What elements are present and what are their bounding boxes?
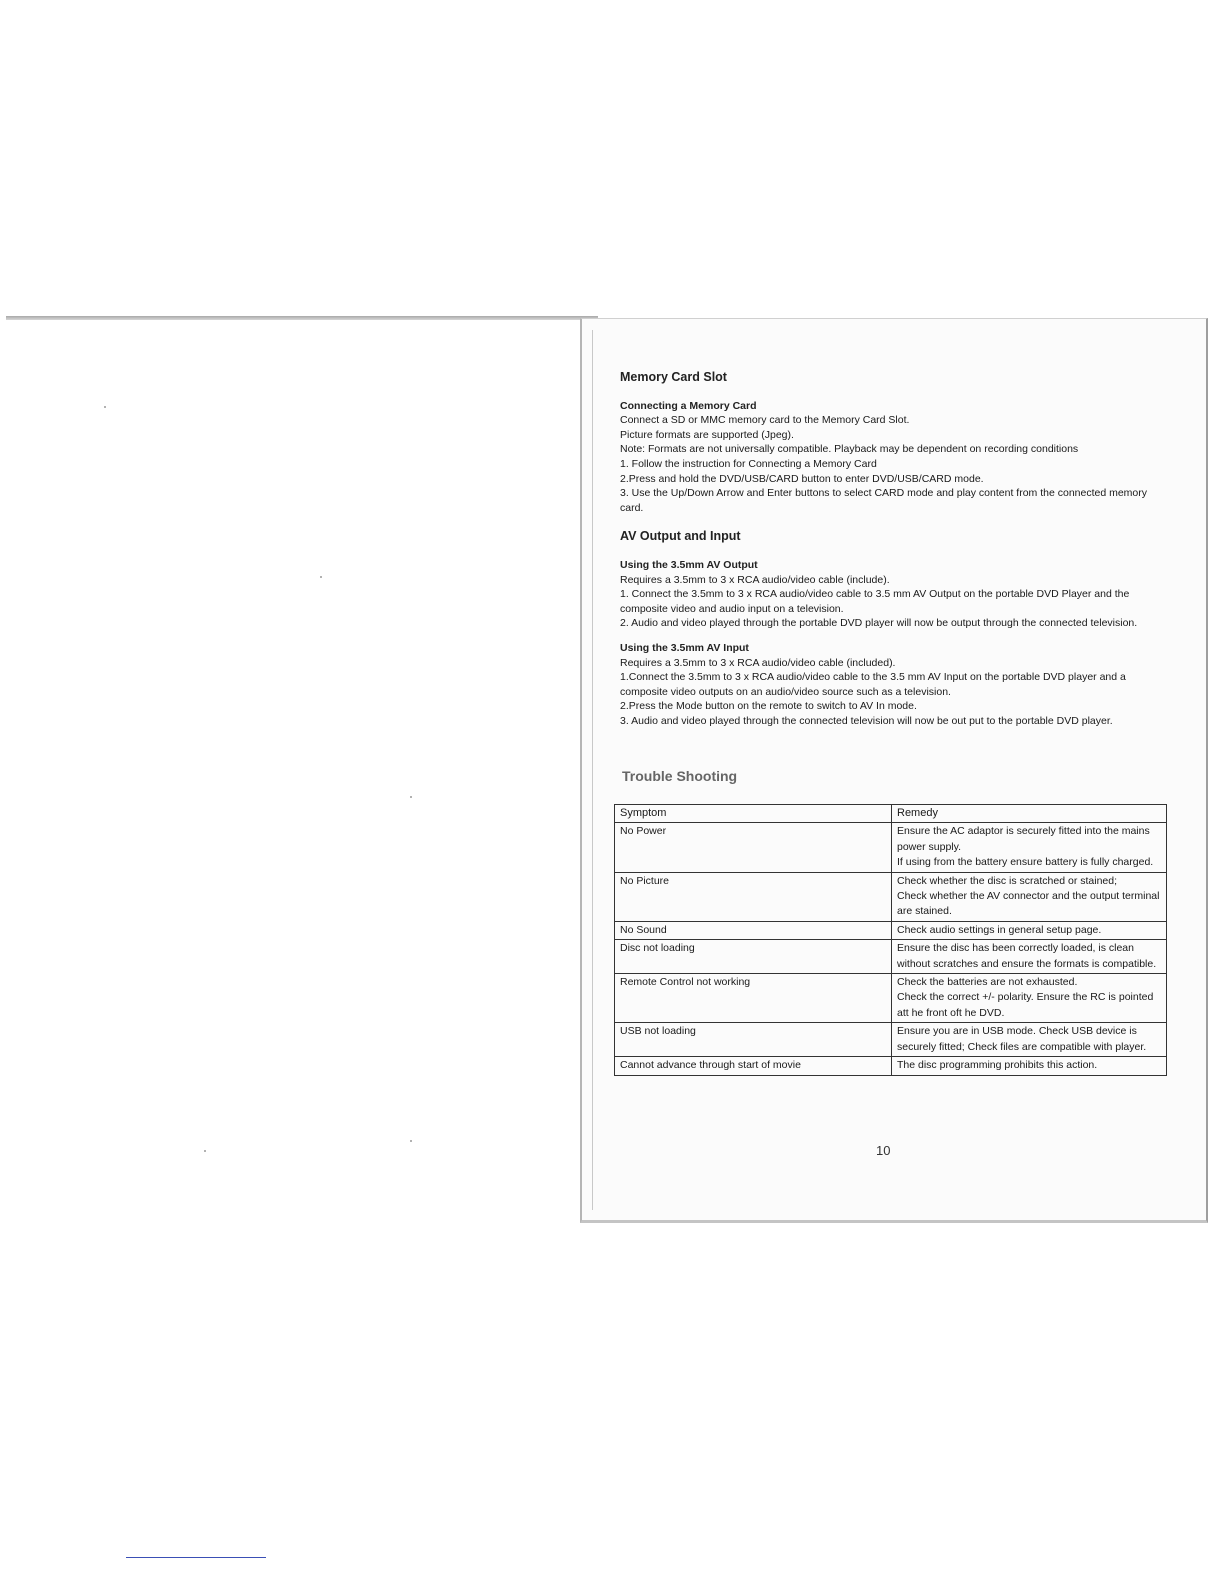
memory-card-section bbox=[620, 399, 1168, 516]
remedy-cell bbox=[892, 940, 1167, 974]
table-row bbox=[615, 940, 1167, 974]
scan-speck bbox=[104, 406, 106, 408]
memory-card-subheading: Connecting a Memory Card bbox=[620, 399, 757, 412]
av-heading: AV Output and Input bbox=[620, 529, 741, 544]
memory-card-line: Note: Formats are not universally compatible. Playback may be dependent on recording conditions bbox=[620, 443, 1079, 456]
av-output-section bbox=[620, 558, 1168, 631]
symptom-cell: No Picture bbox=[615, 872, 892, 921]
scan-speck bbox=[204, 1150, 206, 1152]
remedy-line: The disc programming prohibits this action. bbox=[897, 1059, 1098, 1072]
troubleshooting-table bbox=[614, 804, 1167, 1076]
remedy-line: Ensure you are in USB mode. Check USB device is securely fitted; Check files are compatible with player. bbox=[897, 1025, 1147, 1053]
symptom-cell: Disc not loading bbox=[615, 940, 892, 974]
table-row bbox=[615, 921, 1167, 939]
remedy-cell bbox=[892, 1057, 1167, 1075]
symptom-cell: Cannot advance through start of movie bbox=[615, 1057, 892, 1075]
remedy-cell bbox=[892, 1023, 1167, 1057]
remedy-line: Check the batteries are not exhausted. bbox=[897, 976, 1078, 989]
remedy-cell bbox=[892, 974, 1167, 1023]
scan-speck bbox=[410, 1140, 412, 1142]
remedy-column-header: Remedy bbox=[892, 805, 1167, 823]
remedy-line: Ensure the AC adaptor is securely fitted into the mains power supply. bbox=[897, 825, 1150, 853]
troubleshooting-heading: Trouble Shooting bbox=[622, 768, 738, 784]
av-input-section bbox=[620, 641, 1168, 729]
scan-speck bbox=[410, 796, 412, 798]
symptom-column-header: Symptom bbox=[615, 805, 892, 823]
scan-speck bbox=[320, 576, 322, 578]
remedy-cell bbox=[892, 921, 1167, 939]
remedy-line: Check whether the disc is scratched or stained; bbox=[897, 874, 1118, 887]
symptom-cell: Remote Control not working bbox=[615, 974, 892, 1023]
memory-card-line: 1. Follow the instruction for Connecting a Memory Card bbox=[620, 457, 877, 470]
page-number: 10 bbox=[876, 1143, 891, 1158]
remedy-line: Check audio settings in general setup page. bbox=[897, 923, 1102, 936]
table-header-row bbox=[615, 805, 1167, 823]
av-input-subheading: Using the 3.5mm AV Input bbox=[620, 641, 749, 654]
remedy-cell bbox=[892, 823, 1167, 872]
table-row bbox=[615, 1023, 1167, 1057]
table-row bbox=[615, 872, 1167, 921]
av-output-line: Requires a 3.5mm to 3 x RCA audio/video cable (include). bbox=[620, 573, 890, 586]
memory-card-heading: Memory Card Slot bbox=[620, 370, 727, 384]
page-gutter bbox=[592, 330, 593, 1210]
page-content bbox=[620, 370, 1168, 738]
bottom-rule bbox=[126, 1557, 266, 1558]
av-output-line: 2. Audio and video played through the portable DVD player will now be output through the connected television. bbox=[620, 617, 1138, 630]
memory-card-line: Picture formats are supported (Jpeg). bbox=[620, 428, 794, 441]
symptom-cell: USB not loading bbox=[615, 1023, 892, 1057]
table-row bbox=[615, 1057, 1167, 1075]
symptom-cell: No Sound bbox=[615, 921, 892, 939]
memory-card-line: 3. Use the Up/Down Arrow and Enter buttons to select CARD mode and play content from the connected memory card. bbox=[620, 487, 1148, 514]
remedy-line: Check the correct +/- polarity. Ensure the RC is pointed att he front oft he DVD. bbox=[897, 991, 1154, 1019]
left-blank-page bbox=[0, 320, 580, 1230]
av-input-line: 3. Audio and video played through the connected television will now be out put to the portable DVD player. bbox=[620, 714, 1113, 727]
remedy-cell bbox=[892, 872, 1167, 921]
symptom-cell: No Power bbox=[615, 823, 892, 872]
memory-card-line: Connect a SD or MMC memory card to the Memory Card Slot. bbox=[620, 414, 910, 427]
remedy-line: Ensure the disc has been correctly loaded, is clean without scratches and ensure the formats is compatible. bbox=[897, 942, 1157, 970]
av-output-subheading: Using the 3.5mm AV Output bbox=[620, 558, 758, 571]
av-input-line: 1.Connect the 3.5mm to 3 x RCA audio/video cable to the 3.5 mm AV Input on the portable DVD player and a composite video outputs on an audio/video source such as a television. bbox=[620, 671, 1126, 698]
av-output-line: 1. Connect the 3.5mm to 3 x RCA audio/video cable to 3.5 mm AV Output on the portable DVD Player and the composite video and audio input on a television. bbox=[620, 588, 1130, 615]
memory-card-line: 2.Press and hold the DVD/USB/CARD button to enter DVD/USB/CARD mode. bbox=[620, 472, 984, 485]
remedy-line: If using from the battery ensure battery is fully charged. bbox=[897, 856, 1154, 869]
av-input-line: Requires a 3.5mm to 3 x RCA audio/video cable (included). bbox=[620, 656, 896, 669]
remedy-line: Check whether the AV connector and the output terminal are stained. bbox=[897, 890, 1160, 918]
table-row bbox=[615, 974, 1167, 1023]
av-input-line: 2.Press the Mode button on the remote to switch to AV In mode. bbox=[620, 700, 917, 713]
table-row bbox=[615, 823, 1167, 872]
